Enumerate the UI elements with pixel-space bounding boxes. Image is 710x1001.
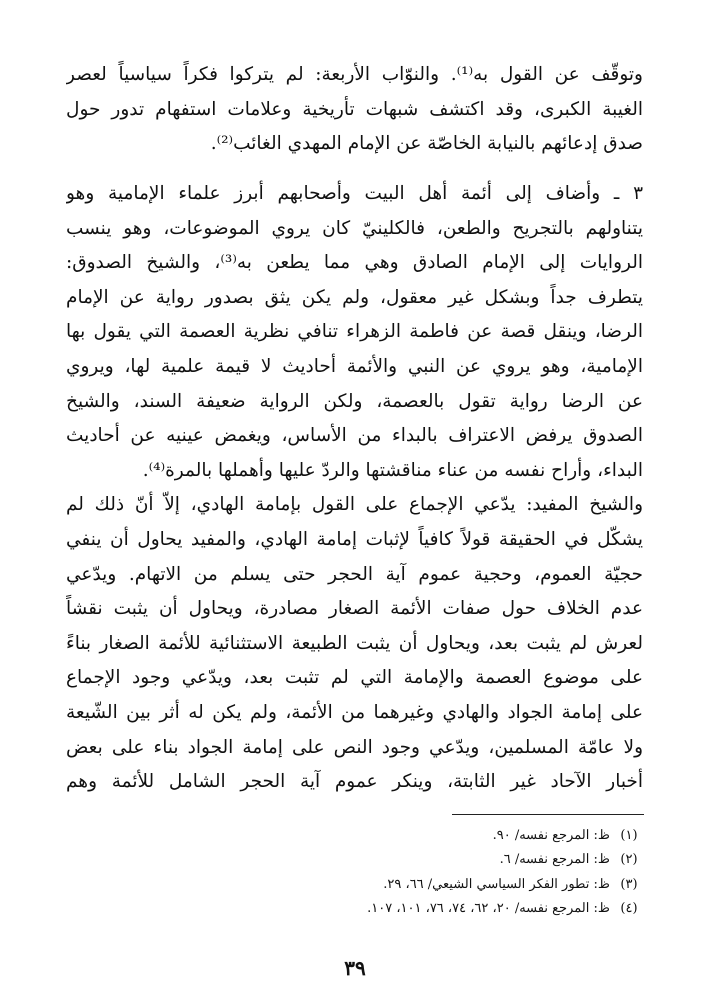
text-line: عن الرضا رواية تقول بالعصمة، ولكن الرواية ضعيفة السند، والشيخ [66, 390, 643, 412]
footnote-item [200, 848, 644, 872]
text-line: على موضوع العصمة والإمامة التي لم تثبت بعد، ويدّعي وجود الإجماع [66, 667, 643, 689]
paragraph-2 [66, 177, 643, 800]
text-line: وتوقّف عن القول به⁽¹⁾. والنوّاب الأربعة: لم يتركوا فكراً سياسياً لعصر [66, 64, 643, 85]
footnotes [200, 824, 644, 921]
text-line: لعرش لم يثبت بعد، ويحاول أن يثبت الطبيعة الاستثنائية للأئمة الصغار بناءً [66, 632, 643, 654]
text-line: الإمامية، وهو يروي عن النبي والأئمة أحاديث لا قيمة علمية لها، ويروي [66, 355, 643, 377]
text-line: يتطرف جداً وبشكل غير معقول، ولم يكن يثق بصدور رواية عن الإمام [66, 286, 643, 308]
footnote-item [200, 897, 644, 921]
text-line: الروايات إلى الإمام الصادق وهي مما يطعن به⁽³⁾، والشيخ الصدوق: [66, 252, 643, 274]
footnote-text: ظ: المرجع نفسه/ ٦. [499, 852, 610, 868]
footnote-text: ظ: تطور الفكر السياسي الشيعي/ ٦٦، ٢٩. [383, 876, 610, 892]
text-line: عدم الخلاف حول صفات الأئمة الصغار مصادرة، ويحاول أن يثبت نقشاً [66, 598, 643, 620]
paragraph-1 [66, 58, 643, 162]
text-line: البداء، وأراح نفسه من عناء مناقشتها والردّ عليها وأهملها بالمرة⁽⁴⁾. [142, 459, 643, 481]
footnote-number: (٣) [620, 876, 638, 892]
footnote-number: (٢) [620, 852, 638, 868]
footnote-number: (٤) [620, 900, 638, 916]
text-line: ٣ ـ وأضاف إلى أئمة أهل البيت وأصحابهم أبرز علماء الإمامية وهو [66, 183, 643, 204]
text-line: يتناولهم بالتجريح والطعن، فالكلينيّ كان يروي الموضوعات، وهو ينسب [66, 217, 643, 239]
text-line: صدق إدعائهم بالنيابة الخاصّة عن الإمام المهدي الغائب⁽²⁾. [210, 133, 643, 155]
text-line: أخبار الآحاد غير الثابتة، وينكر عموم آية الحجر الشامل للأئمة وهم [66, 771, 643, 793]
text-line: الرضا، وينقل قصة عن فاطمة الزهراء تنافي نظرية العصمة التي يقول بها [66, 321, 643, 343]
footnote-text: ظ: المرجع نفسه/ ٢٠، ٦٢، ٧٤، ٧٦، ١٠١، ١٠٧. [367, 900, 610, 916]
text-line: والشيخ المفيد: يدّعي الإجماع على القول بإمامة الهادي، إلاّ أنّ ذلك لم [66, 494, 643, 516]
footnote-item [200, 873, 644, 897]
footnote-item [200, 824, 644, 848]
text-line: حجيّة العموم، وحجية عموم آية الحجر حتى يسلم من الاتهام. ويدّعي [66, 563, 643, 585]
text-line: يشكّل في الحقيقة قولاً كافياً لإثبات إمامة الهادي، والمفيد يحاول أن ينفي [66, 528, 643, 550]
footnote-number: (١) [620, 828, 638, 843]
text-line: على إمامة الجواد والهادي وغيرهما من الأئمة، ولم يكن له أثر بين الشّيعة [66, 701, 643, 723]
footnote-text: ظ: المرجع نفسه/ ٩٠. [492, 828, 610, 843]
text-line: ولا عامّة المسلمين، ويدّعي وجود النص على إمامة الجواد بناء على بعض [66, 736, 643, 758]
footnote-separator [452, 814, 644, 815]
text-line: الصدوق يرفض الاعتراف بالبداء من الأساس، ويغمض عينيه عن أحاديث [66, 425, 643, 447]
page-number: ٣٩ [344, 956, 366, 980]
text-line: الغيبة الكبرى، وقد اكتشف شبهات تأريخية وعلامات استفهام تدور حول [66, 98, 643, 120]
